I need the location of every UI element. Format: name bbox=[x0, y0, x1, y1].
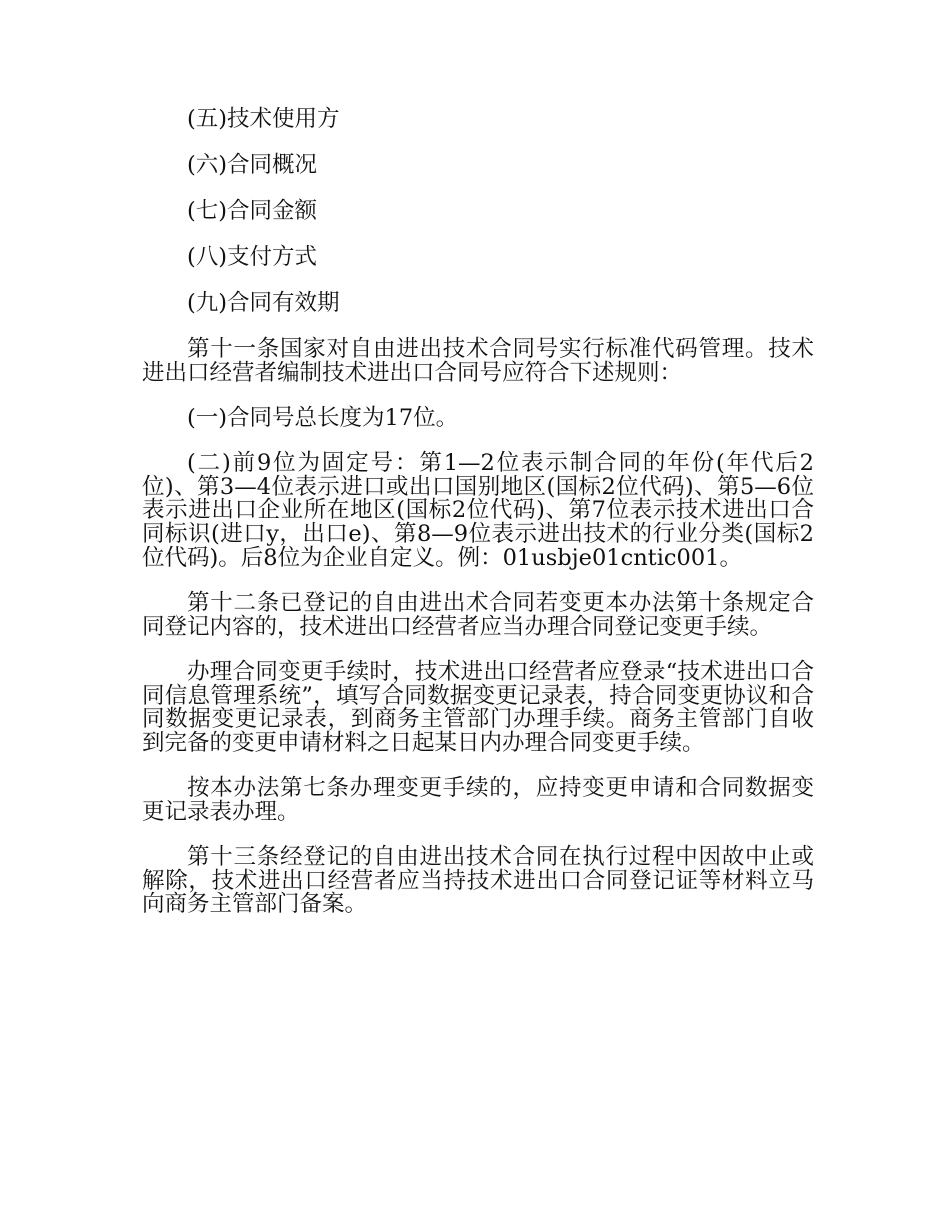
list-item-contract-amount: (七)合同金额 bbox=[187, 197, 318, 224]
document-page bbox=[142, 108, 814, 939]
article-7-change-paragraph: 按本办法第七条办理变更手续的，应持变更申请和合同数据变更记录表办理。 bbox=[142, 775, 814, 825]
article-13-paragraph: 第十三条经登记的自由进出技术合同在执行过程中因故中止或解除，技术进出口经营者应当持技术进出口合同登记证等材料立马向商务主管部门备案。 bbox=[142, 844, 814, 918]
article-11-paragraph: 第十一条国家对自由进出技术合同号实行标准代码管理。技术进出口经营者编制技术进出口合同号应符合下述规则： bbox=[142, 335, 814, 386]
rule-2-paragraph: (二)前9位为固定号：第1—2位表示制合同的年份(年代后2位)、第3—4位表示进口或出口国别地区(国标2位代码)、第5—6位表示进出口企业所在地区(国标2位代码)、第7位表示技术进出口合同标识(进口y，出口e)、第8—9位表示进出技术的行业分类(国标2位代码)。后8位为企业自定义。例：01usbje01cntic001。 bbox=[142, 450, 814, 571]
list-item-tech-user: (五)技术使用方 bbox=[187, 106, 340, 132]
list-item-payment-method: (八)支付方式 bbox=[187, 243, 318, 270]
list-item-validity-period: (九)合同有效期 bbox=[187, 289, 340, 316]
change-procedure-paragraph: 办理合同变更手续时，技术进出口经营者应登录“技术进出口合同信息管理系统”，填写合同数据变更记录表，持合同变更协议和合同数据变更记录表，到商务主管部门办理手续。商务主管部门自收到完备的变更申请材料之日起某日内办理合同变更手续。 bbox=[142, 659, 814, 756]
list-item-contract-overview: (六)合同概况 bbox=[187, 151, 318, 178]
article-12-paragraph: 第十二条已登记的自由进出术合同若变更本办法第十条规定合同登记内容的，技术进出口经营者应当办理合同登记变更手续。 bbox=[142, 590, 814, 640]
rule-1-paragraph: (一)合同号总长度为17位。 bbox=[187, 404, 459, 431]
